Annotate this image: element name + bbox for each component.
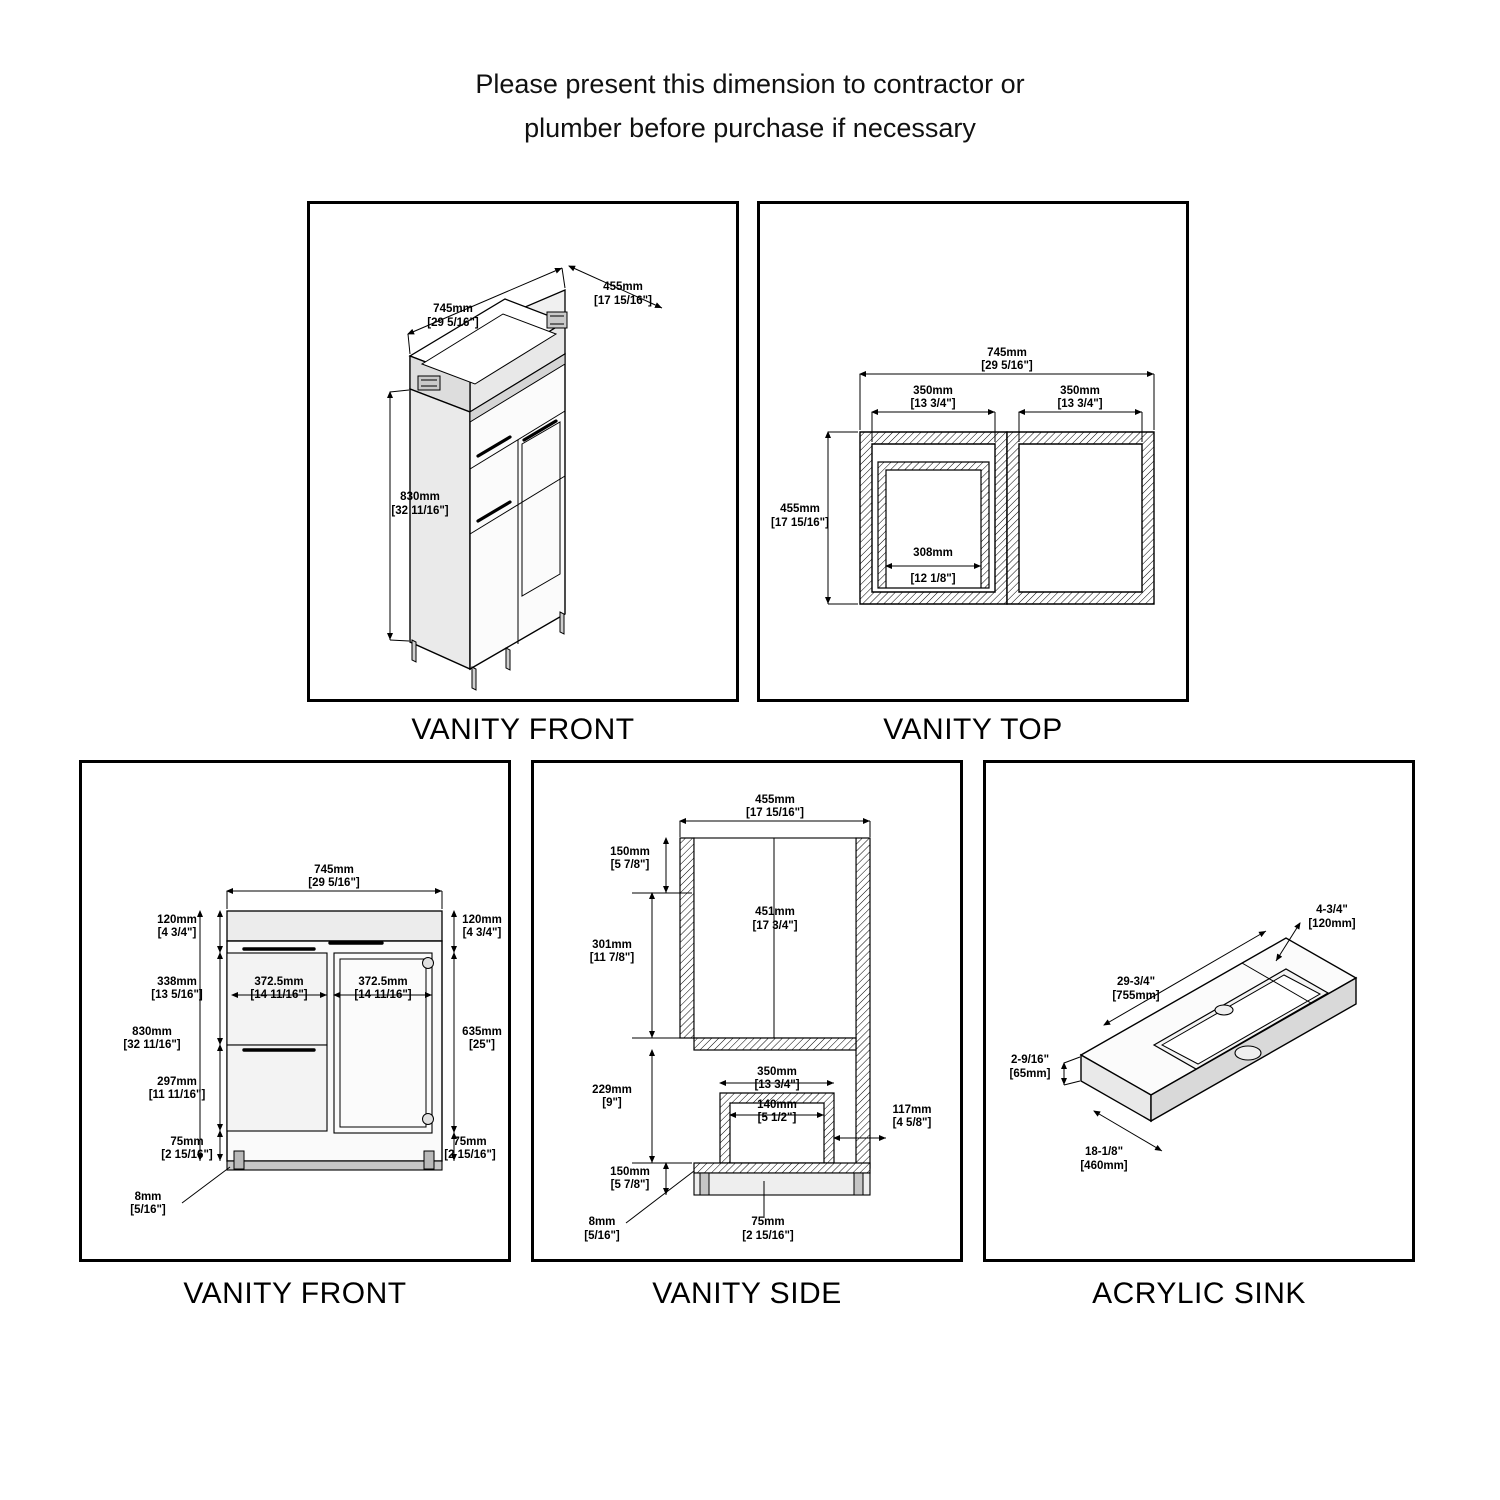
dim-top-right-bay-mm: 350mm [1060, 385, 1100, 397]
dim-top-width-in: [29 5/16"] [981, 360, 1033, 372]
dim-side-top-mm: 150mm [610, 846, 650, 858]
dim-front2-drawerw-right-in: [14 11/16"] [354, 989, 412, 1001]
dim-side-leg-mm: 75mm [751, 1216, 785, 1228]
dim-front-iso-width-in: [29 5/16"] [427, 317, 479, 329]
dim-sink-back-in: 4-3/4" [1316, 904, 1348, 916]
dim-sink-thickness-mm: [65mm] [1009, 1068, 1051, 1080]
dim-front2-width-in: [29 5/16"] [308, 877, 360, 889]
dim-front2-leg-left-in: [2 15/16"] [161, 1149, 213, 1161]
dim-side-right-offset-mm: 117mm [892, 1104, 932, 1116]
dim-front2-base-in: [5/16"] [130, 1204, 166, 1216]
dim-front-iso-height-mm: 830mm [400, 491, 440, 503]
dim-sink-depth-mm: [460mm] [1080, 1160, 1128, 1172]
dim-top-depth-mm: 455mm [780, 503, 820, 515]
dim-front2-drawerw-left-in: [14 11/16"] [250, 989, 308, 1001]
caption-vanity-front-iso: VANITY FRONT [411, 713, 635, 746]
dim-sink-back-mm: [120mm] [1308, 918, 1356, 930]
dim-side-bottom-mm: 150mm [610, 1166, 650, 1178]
dim-top-inner-in: [12 1/8"] [910, 573, 956, 585]
dim-side-depth-in: [17 15/16"] [746, 807, 804, 819]
dim-side-right-offset-in: [4 5/8"] [892, 1117, 932, 1129]
dim-side-inner-depth-in: [17 3/4"] [752, 920, 798, 932]
dim-front2-door-height-mm: 635mm [462, 1026, 502, 1038]
caption-vanity-top: VANITY TOP [883, 713, 1063, 746]
dim-front2-base-mm: 8mm [134, 1191, 162, 1203]
dim-front2-top-right-mm: 120mm [462, 914, 502, 926]
caption-vanity-front-elevation: VANITY FRONT [183, 1277, 407, 1310]
header-note [0, 62, 1500, 150]
panel-vanity-top [757, 201, 1189, 702]
dim-side-mid-mm: 229mm [592, 1084, 632, 1096]
panel-vanity-front-elevation [79, 760, 511, 1262]
dim-side-shelf-inner-mm: 140mm [757, 1099, 797, 1111]
dim-front2-top-right-in: [4 3/4"] [462, 927, 502, 939]
dim-top-inner-mm: 308mm [913, 547, 953, 559]
dim-side-depth-mm: 455mm [755, 794, 795, 806]
dim-front2-door-height-in: [25"] [469, 1039, 495, 1051]
dim-front2-drawer2-in: [11 11/16"] [148, 1089, 206, 1101]
dim-top-left-bay-in: [13 3/4"] [910, 398, 956, 410]
dim-sink-depth-in: 18-1/8" [1084, 1146, 1124, 1158]
dim-sink-width-in: 29-3/4" [1116, 976, 1156, 988]
dim-front2-total-height-in: [32 11/16"] [123, 1039, 181, 1051]
dim-side-upper-mm: 301mm [592, 939, 632, 951]
dim-front2-drawerw-left-mm: 372.5mm [254, 976, 304, 988]
dim-side-upper-in: [11 7/8"] [589, 952, 635, 964]
dim-front2-leg-left-mm: 75mm [170, 1136, 204, 1148]
header-line-1: Please present this dimension to contractor or [475, 69, 1025, 99]
dim-sink-thickness-in: 2-9/16" [1010, 1054, 1050, 1066]
panel-acrylic-sink [983, 760, 1415, 1262]
caption-vanity-side: VANITY SIDE [652, 1277, 842, 1310]
dim-top-width-mm: 745mm [987, 347, 1027, 359]
dim-front2-top-left-mm: 120mm [157, 914, 197, 926]
caption-acrylic-sink: ACRYLIC SINK [1092, 1277, 1306, 1310]
dim-sink-width-mm: [755mm] [1112, 990, 1160, 1002]
dim-side-top-in: [5 7/8"] [610, 859, 650, 871]
dim-side-base-in: [5/16"] [584, 1230, 620, 1242]
dim-side-leg-in: [2 15/16"] [742, 1230, 794, 1242]
dim-front2-drawer2-mm: 297mm [157, 1076, 197, 1088]
dim-front-iso-width-mm: 745mm [433, 303, 473, 315]
dim-front2-leg-right-in: [2 15/16"] [444, 1149, 496, 1161]
dim-side-inner-depth-mm: 451mm [755, 906, 795, 918]
dim-front2-drawerw-right-mm: 372.5mm [358, 976, 408, 988]
dim-side-shelf-inner-in: [5 1/2"] [757, 1112, 797, 1124]
dim-top-left-bay-mm: 350mm [913, 385, 953, 397]
dim-side-bottom-in: [5 7/8"] [610, 1179, 650, 1191]
dim-front2-top-left-in: [4 3/4"] [157, 927, 197, 939]
dim-side-mid-in: [9"] [602, 1097, 622, 1109]
dim-side-base-mm: 8mm [588, 1216, 616, 1228]
dim-front2-width-mm: 745mm [314, 864, 354, 876]
dim-front2-leg-right-mm: 75mm [453, 1136, 487, 1148]
dim-front2-drawer1-mm: 338mm [157, 976, 197, 988]
panel-vanity-side [531, 760, 963, 1262]
panel-vanity-front-iso [307, 201, 739, 702]
dim-side-shelf-mm: 350mm [757, 1066, 797, 1078]
dim-front-iso-depth-mm: 455mm [603, 281, 643, 293]
dim-top-depth-in: [17 15/16"] [771, 517, 829, 529]
dim-top-right-bay-in: [13 3/4"] [1057, 398, 1103, 410]
dim-front-iso-depth-in: [17 15/16"] [594, 295, 652, 307]
dim-front2-drawer1-in: [13 5/16"] [151, 989, 203, 1001]
header-line-2: plumber before purchase if necessary [524, 113, 976, 143]
dim-front-iso-height-in: [32 11/16"] [391, 505, 449, 517]
dim-front2-total-height-mm: 830mm [132, 1026, 172, 1038]
dim-side-shelf-in: [13 3/4"] [754, 1079, 800, 1091]
